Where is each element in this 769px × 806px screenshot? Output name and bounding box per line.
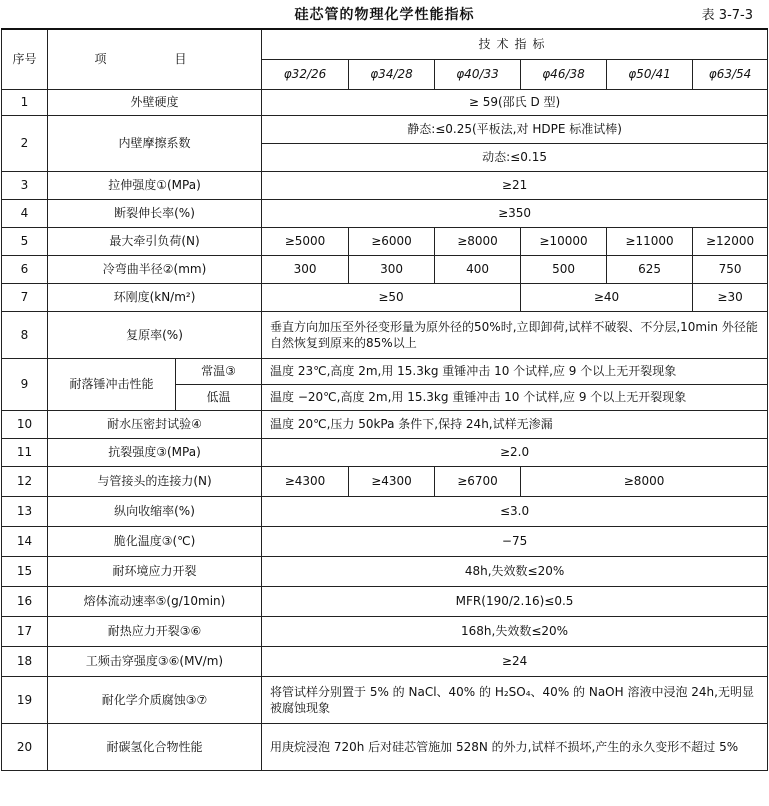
row-item: 内壁摩擦系数: [48, 115, 262, 171]
row-subitem: 低温: [176, 384, 262, 410]
row-index: 17: [2, 616, 48, 646]
row-item: 拉伸强度①(MPa): [48, 171, 262, 199]
row-index: 7: [2, 283, 48, 311]
row-index: 20: [2, 723, 48, 770]
row-value: 将管试样分别置于 5% 的 NaCl、40% 的 H₂SO₄、40% 的 NaOH 溶液中浸泡 24h,无明显被腐蚀现象: [262, 676, 768, 723]
row-value: 300: [349, 255, 435, 283]
row-index: 3: [2, 171, 48, 199]
row-item: 工频击穿强度③⑥(MV/m): [48, 646, 262, 676]
row-value: 静态:≤0.25(平板法,对 HDPE 标准试棒): [262, 115, 768, 143]
row-index: 18: [2, 646, 48, 676]
size-header: φ32/26: [262, 59, 349, 89]
table-row: [2, 199, 768, 227]
row-value: 168h,失效数≤20%: [262, 616, 768, 646]
row-item: 与管接头的连接力(N): [48, 466, 262, 496]
row-value: MFR(190/2.16)≤0.5: [262, 586, 768, 616]
table-row: [2, 255, 768, 283]
row-value: 动态:≤0.15: [262, 143, 768, 171]
table-row: [2, 358, 768, 384]
row-value: 温度 23℃,高度 2m,用 15.3kg 重锤冲击 10 个试样,应 9 个以上无开裂现象: [262, 358, 768, 384]
row-item: 耐碳氢化合物性能: [48, 723, 262, 770]
row-index: 19: [2, 676, 48, 723]
size-header: φ50/41: [607, 59, 693, 89]
table-row: [2, 171, 768, 199]
row-value: ≥6000: [349, 227, 435, 255]
row-item: 耐水压密封试验④: [48, 410, 262, 438]
row-item: 耐热应力开裂③⑥: [48, 616, 262, 646]
row-value: ≥24: [262, 646, 768, 676]
row-item: 耐化学介质腐蚀③⑦: [48, 676, 262, 723]
row-value: 温度 −20℃,高度 2m,用 15.3kg 重锤冲击 10 个试样,应 9 个以上无开裂现象: [262, 384, 768, 410]
header-index: 序号: [2, 29, 48, 89]
row-item: 纵向收缩率(%): [48, 496, 262, 526]
row-item: 复原率(%): [48, 311, 262, 358]
table-row: [2, 586, 768, 616]
row-value: 750: [693, 255, 768, 283]
row-index: 9: [2, 358, 48, 410]
row-value: ≥21: [262, 171, 768, 199]
row-item: 断裂伸长率(%): [48, 199, 262, 227]
table-caption: [0, 0, 769, 28]
row-index: 16: [2, 586, 48, 616]
row-value: ≥5000: [262, 227, 349, 255]
row-value: ≥8000: [521, 466, 768, 496]
table-row: [2, 556, 768, 586]
size-header: φ63/54: [693, 59, 768, 89]
table-row: [2, 646, 768, 676]
table-row: [2, 227, 768, 255]
row-value: 625: [607, 255, 693, 283]
table-row: [2, 466, 768, 496]
row-index: 12: [2, 466, 48, 496]
row-value: ≥12000: [693, 227, 768, 255]
row-item: 熔体流动速率⑤(g/10min): [48, 586, 262, 616]
row-item: 耐落锤冲击性能: [48, 358, 176, 410]
row-item: 脆化温度③(℃): [48, 526, 262, 556]
table-row: [2, 676, 768, 723]
row-value: 500: [521, 255, 607, 283]
row-item: 最大牵引负荷(N): [48, 227, 262, 255]
header-row: [2, 29, 768, 59]
size-header: φ40/33: [435, 59, 521, 89]
row-value: ≥11000: [607, 227, 693, 255]
size-header: φ34/28: [349, 59, 435, 89]
row-item: 抗裂强度③(MPa): [48, 438, 262, 466]
row-value: ≥50: [262, 283, 521, 311]
table-row: [2, 616, 768, 646]
row-value: 温度 20℃,压力 50kPa 条件下,保持 24h,试样无渗漏: [262, 410, 768, 438]
row-value: ≤3.0: [262, 496, 768, 526]
table-row: [2, 89, 768, 115]
row-value: 400: [435, 255, 521, 283]
row-value: ≥8000: [435, 227, 521, 255]
header-tech: 技术指标: [262, 29, 768, 59]
row-value: 垂直方向加压至外径变形量为原外径的50%时,立即卸荷,试样不破裂、不分层,10min 外径能自然恢复到原来的85%以上: [262, 311, 768, 358]
row-value: −75: [262, 526, 768, 556]
row-value: ≥40: [521, 283, 693, 311]
row-value: ≥350: [262, 199, 768, 227]
table-row: [2, 410, 768, 438]
row-value: ≥ 59(邵氏 D 型): [262, 89, 768, 115]
table-row: [2, 496, 768, 526]
row-value: ≥10000: [521, 227, 607, 255]
row-value: 300: [262, 255, 349, 283]
size-header: φ46/38: [521, 59, 607, 89]
table-row: [2, 311, 768, 358]
spec-table: [1, 28, 768, 771]
table-row: [2, 283, 768, 311]
table-row: [2, 526, 768, 556]
row-index: 6: [2, 255, 48, 283]
row-item: 环刚度(kN/m²): [48, 283, 262, 311]
table-title: 硅芯管的物理化学性能指标: [294, 7, 475, 23]
row-item: 耐环境应力开裂: [48, 556, 262, 586]
header-item: 项 目: [48, 29, 262, 89]
table-row: [2, 723, 768, 770]
row-index: 5: [2, 227, 48, 255]
row-index: 4: [2, 199, 48, 227]
row-value: 48h,失效数≤20%: [262, 556, 768, 586]
table-number: 表 3-7-3: [701, 8, 753, 23]
row-index: 14: [2, 526, 48, 556]
row-index: 13: [2, 496, 48, 526]
row-item: 冷弯曲半径②(mm): [48, 255, 262, 283]
row-value: ≥2.0: [262, 438, 768, 466]
table-row: [2, 438, 768, 466]
table-row: [2, 115, 768, 143]
row-index: 2: [2, 115, 48, 171]
row-value: ≥30: [693, 283, 768, 311]
row-index: 8: [2, 311, 48, 358]
row-index: 11: [2, 438, 48, 466]
row-value: ≥6700: [435, 466, 521, 496]
row-index: 15: [2, 556, 48, 586]
row-value: ≥4300: [349, 466, 435, 496]
row-index: 10: [2, 410, 48, 438]
row-item: 外壁硬度: [48, 89, 262, 115]
row-value: ≥4300: [262, 466, 349, 496]
row-subitem: 常温③: [176, 358, 262, 384]
row-index: 1: [2, 89, 48, 115]
row-value: 用庚烷浸泡 720h 后对硅芯管施加 528N 的外力,试样不损坏,产生的永久变形不超过 5%: [262, 723, 768, 770]
